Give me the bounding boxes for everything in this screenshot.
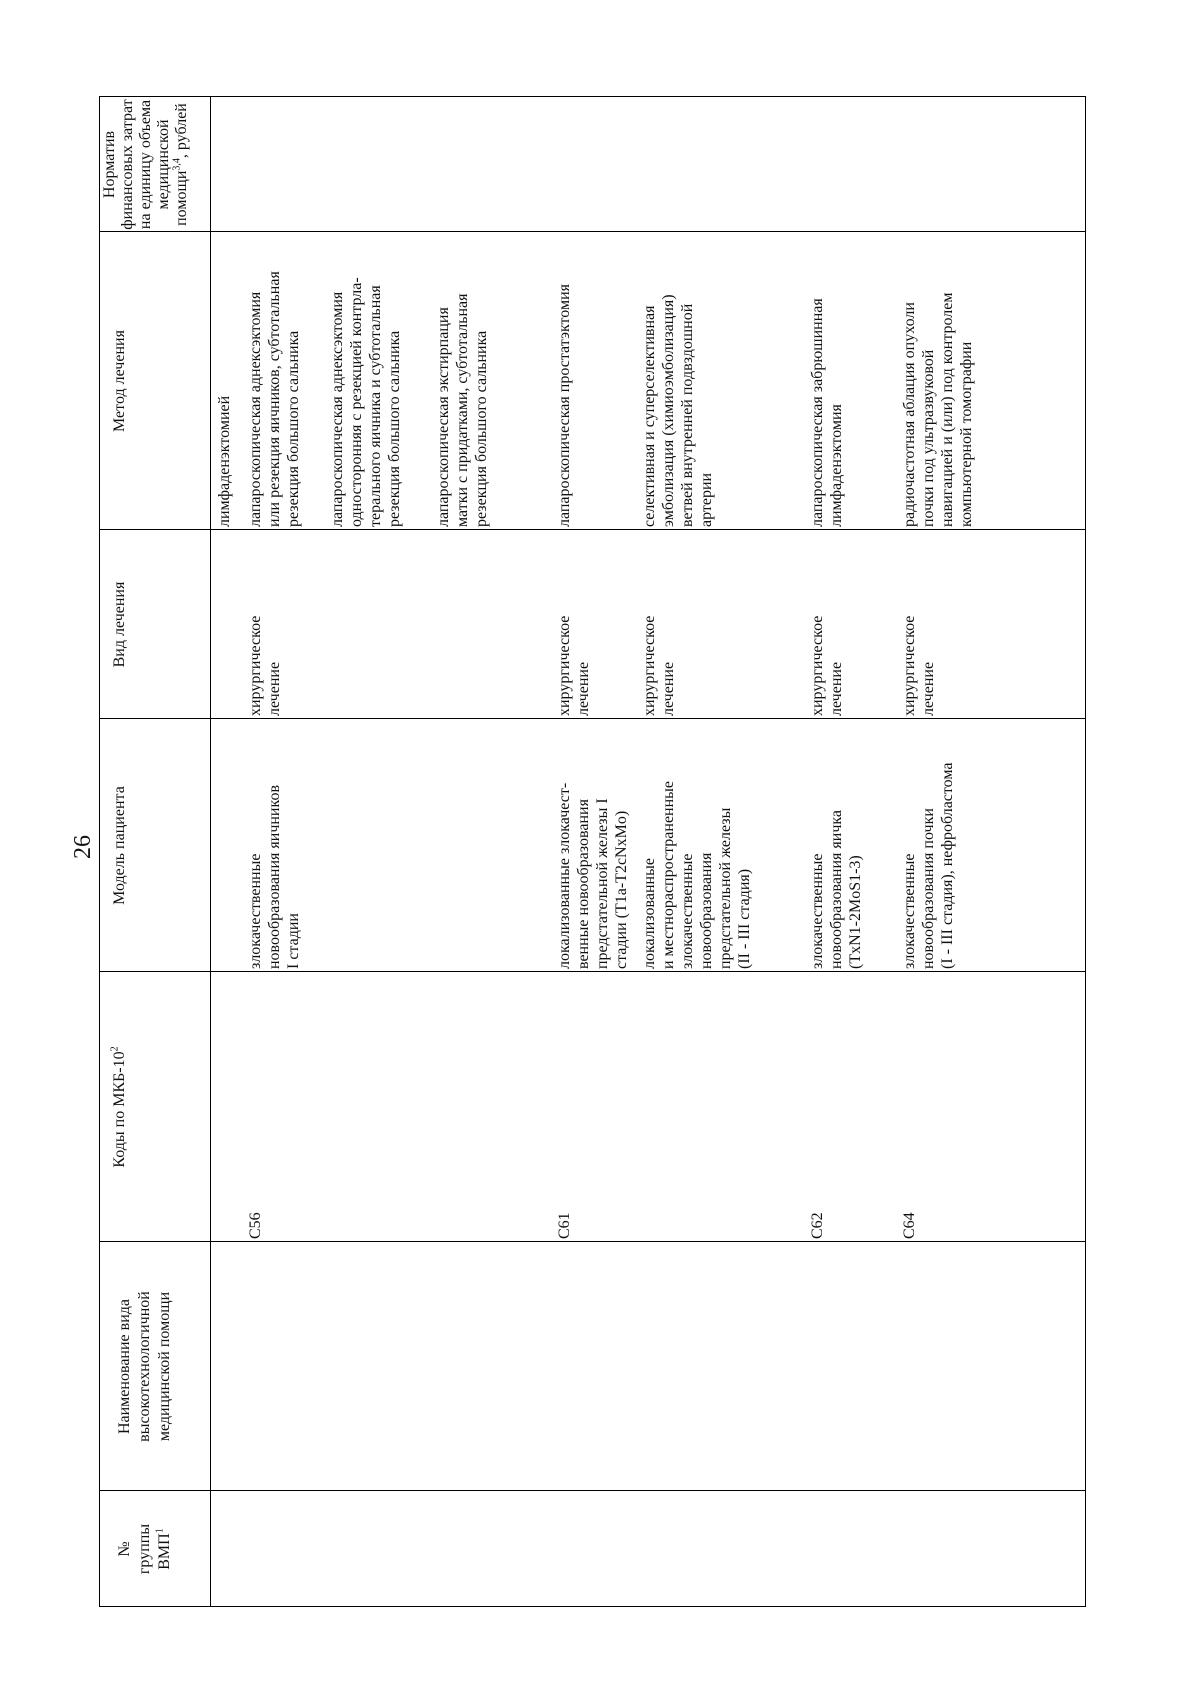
patient-model-cell: злокачественные новообразования яичников I стадии [247,784,302,969]
icd-code-cell: C62 [809,1212,826,1239]
method-cell: радиочастотная аблация опухоли почки под ультразвуковой навигацией и (или) под контролем компьютерной томографии [901,292,975,527]
icd-code-cell: C56 [247,1212,264,1239]
col-divider-3 [99,971,1086,972]
header-patient-model: Модель пациента [111,786,128,905]
icd-code-cell: C61 [556,1212,573,1239]
method-cell: лапароскопическая простатэктомия [556,283,573,527]
method-cell: лапароскопическая экстирпация матки с придатками, субтотальная резекция большого сальника [435,293,490,527]
treatment-type-cell: хирургическое лечение [247,615,283,716]
table-left-border [99,1606,1086,1607]
col-divider-5 [99,529,1086,530]
col-divider-4 [99,718,1086,719]
table-top-border [99,97,100,1607]
method-cell: лапароскопическая забрюшинная лимфаденэктомия [809,298,845,527]
header-bottom-border [210,97,211,1607]
patient-model-cell: злокачественные новообразования почки (I - III стадия), нефробластома [901,762,956,969]
header-treatment-type: Вид лечения [111,581,128,668]
treatment-type-cell: хирургическое лечение [901,615,937,716]
header-icd-codes: Коды по МКБ-$10^2$ [109,1046,128,1168]
patient-model-cell: локализованные и местнораспространенные злокачественные новообразования предстательной железы (II - III стадия) [641,780,753,969]
icd-code-cell: C64 [901,1212,918,1239]
col-divider-1 [99,1490,1086,1491]
header-group-number: № группы ВМП$^1$ [116,1523,173,1575]
method-cell: селективная и суперселективная эмболизация (химиоэмболизация) ветвей внутренней подвздошной артерии [641,294,715,527]
treatment-type-cell: хирургическое лечение [809,615,845,716]
col-divider-2 [99,1241,1086,1242]
header-treatment-method: Метод лечения [111,330,128,432]
method-cell: лапароскопическая аднексэктомия или резекция яичников, субтотальная резекция большого сальника [247,271,302,527]
treatment-type-cell: хирургическое лечение [556,615,592,716]
treatment-type-cell: хирургическое лечение [641,615,677,716]
table-bottom-border [1085,97,1086,1607]
col-divider-6 [99,231,1086,232]
table-right-border [99,96,1086,97]
header-financial-norm: Норматив финансовых затрат на единицу объема медицинской помощи$^{3,4}$, рублей [101,99,190,230]
method-cell: лимфаденэктомией [216,395,233,527]
page-number: 26 [70,835,96,859]
header-vmp-name: Наименование вида высокотехнологичной медицинской помощи [116,1291,173,1442]
patient-model-cell: локализованные злокачест- венные новообразования предстательной железы I стадии (T1a-T2cNxMo) [556,782,630,969]
patient-model-cell: злокачественные новообразования яичка (TxN1-2MoS1-3) [809,809,864,969]
method-cell: лапароскопическая аднексэктомия односторонняя с резекцией контрла- терального яичника и субтотальная резекция большого сальника [329,277,403,527]
